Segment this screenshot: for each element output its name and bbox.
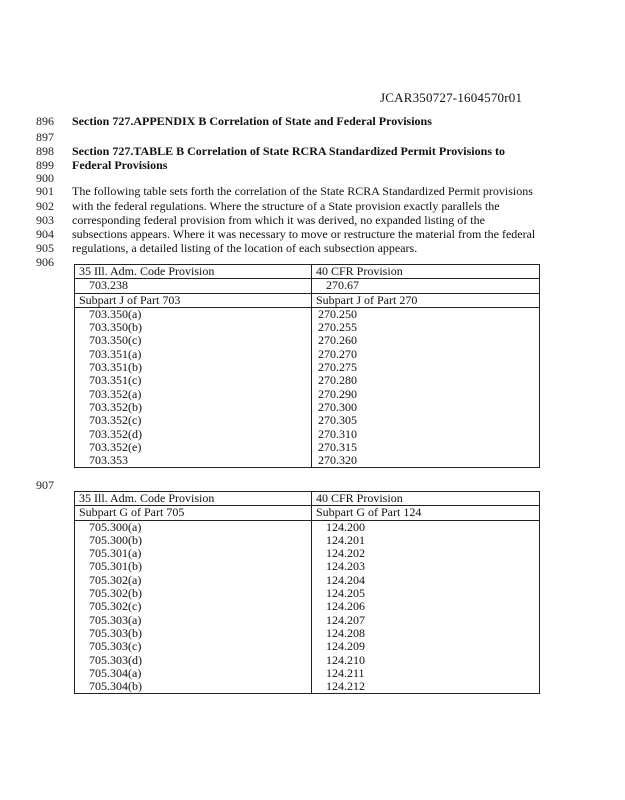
state-provision-cell: 703.350(c)	[75, 334, 312, 347]
state-provision-cell: 703.352(c)	[75, 414, 312, 427]
state-provision-cell: 703.352(d)	[75, 428, 312, 441]
table-row	[75, 547, 540, 560]
line-number: 901	[36, 184, 54, 198]
state-provision-cell: 705.304(a)	[75, 667, 312, 680]
table-row	[75, 667, 540, 680]
state-provision-cell: 705.302(a)	[75, 574, 312, 587]
table-row	[75, 348, 540, 361]
table-title-line1: Section 727.TABLE B Correlation of State RCRA Standardized Permit Provisions to	[72, 144, 505, 158]
subpart-row	[75, 293, 540, 307]
line-number: 900	[36, 171, 54, 185]
table-row	[75, 454, 540, 468]
federal-provision-cell: 270.320	[312, 454, 540, 468]
table-row	[75, 321, 540, 334]
table-row	[75, 401, 540, 414]
table-row	[75, 520, 540, 534]
line-number: 898	[36, 144, 54, 158]
state-provision-cell: 703.353	[75, 454, 312, 468]
federal-provision-cell: 124.203	[312, 560, 540, 573]
table-title-line2: Federal Provisions	[72, 158, 168, 172]
federal-provision-cell: 270.300	[312, 401, 540, 414]
paragraph-line: corresponding federal provision from which it was derived, no expanded listing of the	[72, 213, 485, 227]
line-number: 902	[36, 199, 54, 213]
table-row	[75, 361, 540, 374]
state-provision-cell: 705.301(a)	[75, 547, 312, 560]
federal-provision-cell: 124.200	[312, 520, 540, 534]
column-header-state: 35 Ill. Adm. Code Provision	[75, 492, 312, 506]
table-row	[75, 654, 540, 667]
table-row	[75, 560, 540, 573]
table-row	[75, 627, 540, 640]
table-row	[75, 614, 540, 627]
federal-provision-cell: 124.205	[312, 587, 540, 600]
line-number: 906	[36, 255, 54, 269]
column-header-federal: 40 CFR Provision	[312, 492, 540, 506]
table-row	[75, 428, 540, 441]
state-provision-cell: 703.350(b)	[75, 321, 312, 334]
table-row	[75, 414, 540, 427]
paragraph-line: with the federal regulations. Where the structure of a State provision exactly parallels the	[72, 199, 500, 213]
federal-provision-cell: 270.290	[312, 388, 540, 401]
federal-provision-cell: 270.260	[312, 334, 540, 347]
federal-provision-cell: 124.211	[312, 667, 540, 680]
federal-provision-cell: 270.310	[312, 428, 540, 441]
table-row	[75, 587, 540, 600]
table-row	[75, 600, 540, 613]
line-number: 905	[36, 241, 54, 255]
state-provision-cell: 703.352(e)	[75, 441, 312, 454]
federal-provision-cell: 124.210	[312, 654, 540, 667]
federal-provision-cell: 270.305	[312, 414, 540, 427]
state-provision-cell: 705.302(b)	[75, 587, 312, 600]
line-number: 904	[36, 227, 54, 241]
federal-provision-cell: 270.270	[312, 348, 540, 361]
federal-provision-cell: 270.255	[312, 321, 540, 334]
federal-provision-cell: 270.250	[312, 307, 540, 321]
correlation-table-part-703	[74, 264, 540, 468]
federal-provision-cell: 124.206	[312, 600, 540, 613]
state-provision-cell: 703.351(a)	[75, 348, 312, 361]
table-row	[75, 307, 540, 321]
federal-provision-cell: 124.202	[312, 547, 540, 560]
federal-provision-cell: 124.209	[312, 640, 540, 653]
line-number: 897	[36, 130, 54, 144]
federal-provision-cell: 270.280	[312, 374, 540, 387]
table-row	[75, 334, 540, 347]
state-subpart-cell: Subpart J of Part 703	[75, 293, 312, 307]
state-provision-cell: 705.303(a)	[75, 614, 312, 627]
table-header-row	[75, 265, 540, 279]
state-provision-cell: 705.303(d)	[75, 654, 312, 667]
paragraph-line: The following table sets forth the correlation of the State RCRA Standardized Permit provisions	[72, 184, 533, 198]
federal-provision-cell: 270.315	[312, 441, 540, 454]
table-row	[75, 388, 540, 401]
federal-provision-cell: 124.204	[312, 574, 540, 587]
state-provision-cell: 705.303(c)	[75, 640, 312, 653]
line-number: 907	[36, 478, 54, 492]
column-header-federal: 40 CFR Provision	[312, 265, 540, 279]
state-provision-cell: 705.303(b)	[75, 627, 312, 640]
table-row	[75, 680, 540, 694]
state-provision-cell: 703.352(a)	[75, 388, 312, 401]
paragraph-line: regulations, a detailed listing of the location of each subsection appears.	[72, 241, 418, 255]
federal-subpart-cell: Subpart G of Part 124	[312, 506, 540, 520]
table-row	[75, 534, 540, 547]
section-title: Section 727.APPENDIX B Correlation of State and Federal Provisions	[72, 114, 432, 128]
federal-provision-cell: 124.212	[312, 680, 540, 694]
state-provision-cell: 705.304(b)	[75, 680, 312, 694]
state-provision-cell: 705.300(b)	[75, 534, 312, 547]
table-header-row	[75, 492, 540, 506]
state-provision-cell: 705.302(c)	[75, 600, 312, 613]
state-provision-cell: 705.301(b)	[75, 560, 312, 573]
state-provision-cell: 703.351(b)	[75, 361, 312, 374]
federal-provision-cell: 124.207	[312, 614, 540, 627]
table-row	[75, 441, 540, 454]
federal-provision-cell: 124.208	[312, 627, 540, 640]
state-provision-cell: 703.350(a)	[75, 307, 312, 321]
state-subpart-cell: Subpart G of Part 705	[75, 506, 312, 520]
subpart-row	[75, 506, 540, 520]
table-row	[75, 574, 540, 587]
federal-provision-cell: 124.201	[312, 534, 540, 547]
table-row	[75, 374, 540, 387]
correlation-table-part-705	[74, 491, 540, 694]
table-row	[75, 640, 540, 653]
line-number: 896	[36, 114, 54, 128]
state-provision-cell: 703.238	[75, 279, 312, 293]
line-number: 899	[36, 158, 54, 172]
state-provision-cell: 705.300(a)	[75, 520, 312, 534]
federal-provision-cell: 270.275	[312, 361, 540, 374]
federal-subpart-cell: Subpart J of Part 270	[312, 293, 540, 307]
column-header-state: 35 Ill. Adm. Code Provision	[75, 265, 312, 279]
table-row	[75, 279, 540, 293]
paragraph-line: subsections appears. Where it was necessary to move or restructure the material from the federal	[72, 227, 536, 241]
document-id: JCAR350727-1604570r01	[380, 90, 523, 105]
state-provision-cell: 703.351(c)	[75, 374, 312, 387]
line-number: 903	[36, 213, 54, 227]
federal-provision-cell: 270.67	[312, 279, 540, 293]
state-provision-cell: 703.352(b)	[75, 401, 312, 414]
